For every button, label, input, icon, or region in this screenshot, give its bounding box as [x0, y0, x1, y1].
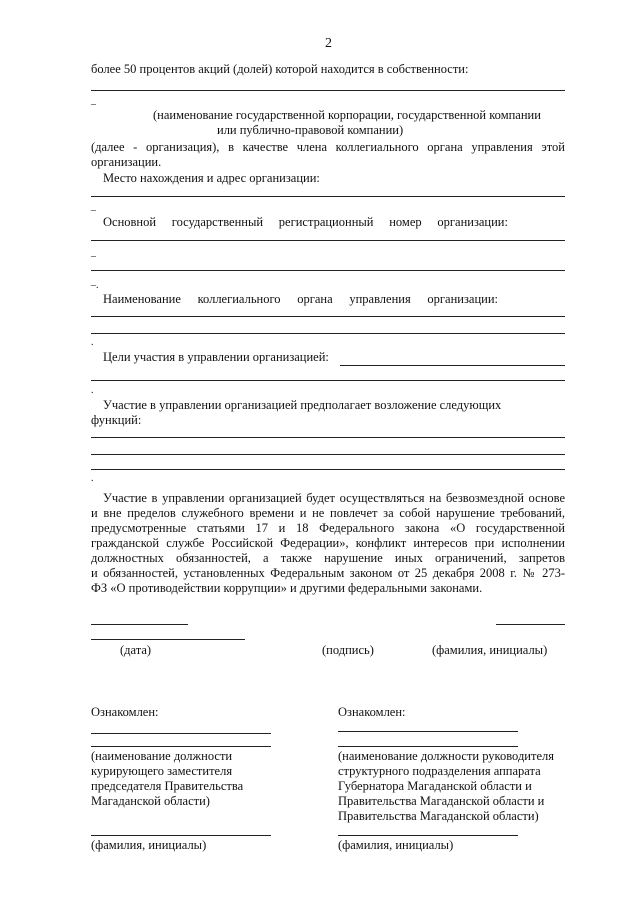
fill-line[interactable]: [91, 270, 565, 271]
left-caption-line: председателя Правительства: [91, 779, 244, 793]
paragraph-line: предусмотренные статьями 17 и 18 Федерального закона «О государственной: [91, 521, 565, 535]
functions-line1: Участие в управлении организацией предполагает возложение следующих: [103, 398, 502, 412]
paragraph-line: и обязанностей, установленных Федеральным законом от 25 декабря 2008 г. № 273-: [91, 566, 565, 580]
name-caption: (фамилия, инициалы): [432, 643, 548, 657]
collegial-word: управления: [349, 292, 411, 306]
corp-caption-line1: (наименование государственной корпорации, государственной компании: [153, 108, 541, 122]
right-caption-line: Правительства Магаданской области): [338, 809, 539, 823]
right-line[interactable]: [338, 731, 518, 732]
dot-mark: .: [91, 473, 94, 484]
left-line[interactable]: [91, 746, 271, 747]
right-line[interactable]: [338, 746, 518, 747]
dot-mark: .: [91, 385, 94, 396]
ogrn-word: номер: [389, 215, 422, 229]
collegial-word: Наименование: [103, 292, 181, 306]
right-name-line[interactable]: [338, 835, 518, 836]
fill-line[interactable]: [91, 316, 565, 317]
left-line[interactable]: [91, 733, 271, 734]
collegial-word: организации:: [427, 292, 498, 306]
ogrn-word: Основной: [103, 215, 157, 229]
signature-line[interactable]: [91, 639, 245, 640]
corp-caption-line2: или публично-правовой компании): [217, 123, 404, 137]
paragraph-line: должностных обязанностей, а также нарушение иных ограничений, запретов: [91, 551, 565, 565]
left-caption-line: (наименование должности: [91, 749, 233, 763]
date-caption: (дата): [120, 643, 152, 657]
paragraph-line: гражданской службе Российской Федерации», конфликт интересов при исполнении: [91, 536, 565, 550]
location-label: Место нахождения и адрес организации:: [103, 171, 320, 185]
paragraph-line: Участие в управлении организацией будет осуществляться на безвозмездной основе: [103, 491, 565, 505]
date-line[interactable]: [91, 624, 188, 625]
dash-mark: –: [91, 251, 96, 262]
collegial-word: коллегиального: [197, 292, 281, 306]
left-name-caption: (фамилия, инициалы): [91, 838, 207, 852]
fill-line[interactable]: [91, 90, 565, 91]
fill-line[interactable]: [91, 196, 565, 197]
signature-caption: (подпись): [322, 643, 374, 657]
ogrn-label: [103, 215, 508, 230]
fill-line[interactable]: [340, 365, 565, 366]
functions-line2: функций:: [91, 413, 142, 427]
ogrn-word: организации:: [437, 215, 508, 229]
page-number: 2: [325, 36, 332, 51]
collegial-label: [103, 292, 498, 307]
ogrn-word: регистрационный: [278, 215, 374, 229]
left-caption-line: курирующего заместителя: [91, 764, 233, 778]
fill-line[interactable]: [91, 437, 565, 438]
dalee-line1: (далее - организация), в качестве члена коллегиального органа управления этой: [91, 140, 565, 154]
fill-line[interactable]: [91, 333, 565, 334]
dot-mark: .: [91, 337, 94, 348]
fill-line[interactable]: [91, 469, 565, 470]
acquainted-left: Ознакомлен:: [91, 705, 159, 719]
fill-line[interactable]: [91, 240, 565, 241]
dash-mark: –: [91, 99, 96, 110]
dalee-line2: организации.: [91, 155, 162, 169]
ogrn-word: государственный: [171, 215, 264, 229]
name-line[interactable]: [496, 624, 565, 625]
fill-line[interactable]: [91, 454, 565, 455]
right-caption-line: (наименование должности руководителя: [338, 749, 554, 763]
right-caption-line: структурного подразделения аппарата: [338, 764, 541, 778]
left-name-line[interactable]: [91, 835, 271, 836]
goals-label: Цели участия в управлении организацией:: [103, 350, 329, 364]
fill-line[interactable]: [91, 380, 565, 381]
paragraph-line: ФЗ «О противодействии коррупции» и другими федеральными законами.: [91, 581, 483, 595]
right-caption-line: Правительства Магаданской области и: [338, 794, 545, 808]
right-caption-line: Губернатора Магаданской области и: [338, 779, 532, 793]
acquainted-right: Ознакомлен:: [338, 705, 406, 719]
dash-mark: –: [91, 205, 96, 216]
left-caption-line: Магаданской области): [91, 794, 210, 808]
dash-mark: –.: [91, 280, 99, 291]
intro-line: более 50 процентов акций (долей) которой находится в собственности:: [91, 62, 469, 76]
right-name-caption: (фамилия, инициалы): [338, 838, 454, 852]
collegial-word: органа: [297, 292, 333, 306]
paragraph-line: и вне пределов служебного времени и не повлечет за собой нарушение требований,: [91, 506, 565, 520]
